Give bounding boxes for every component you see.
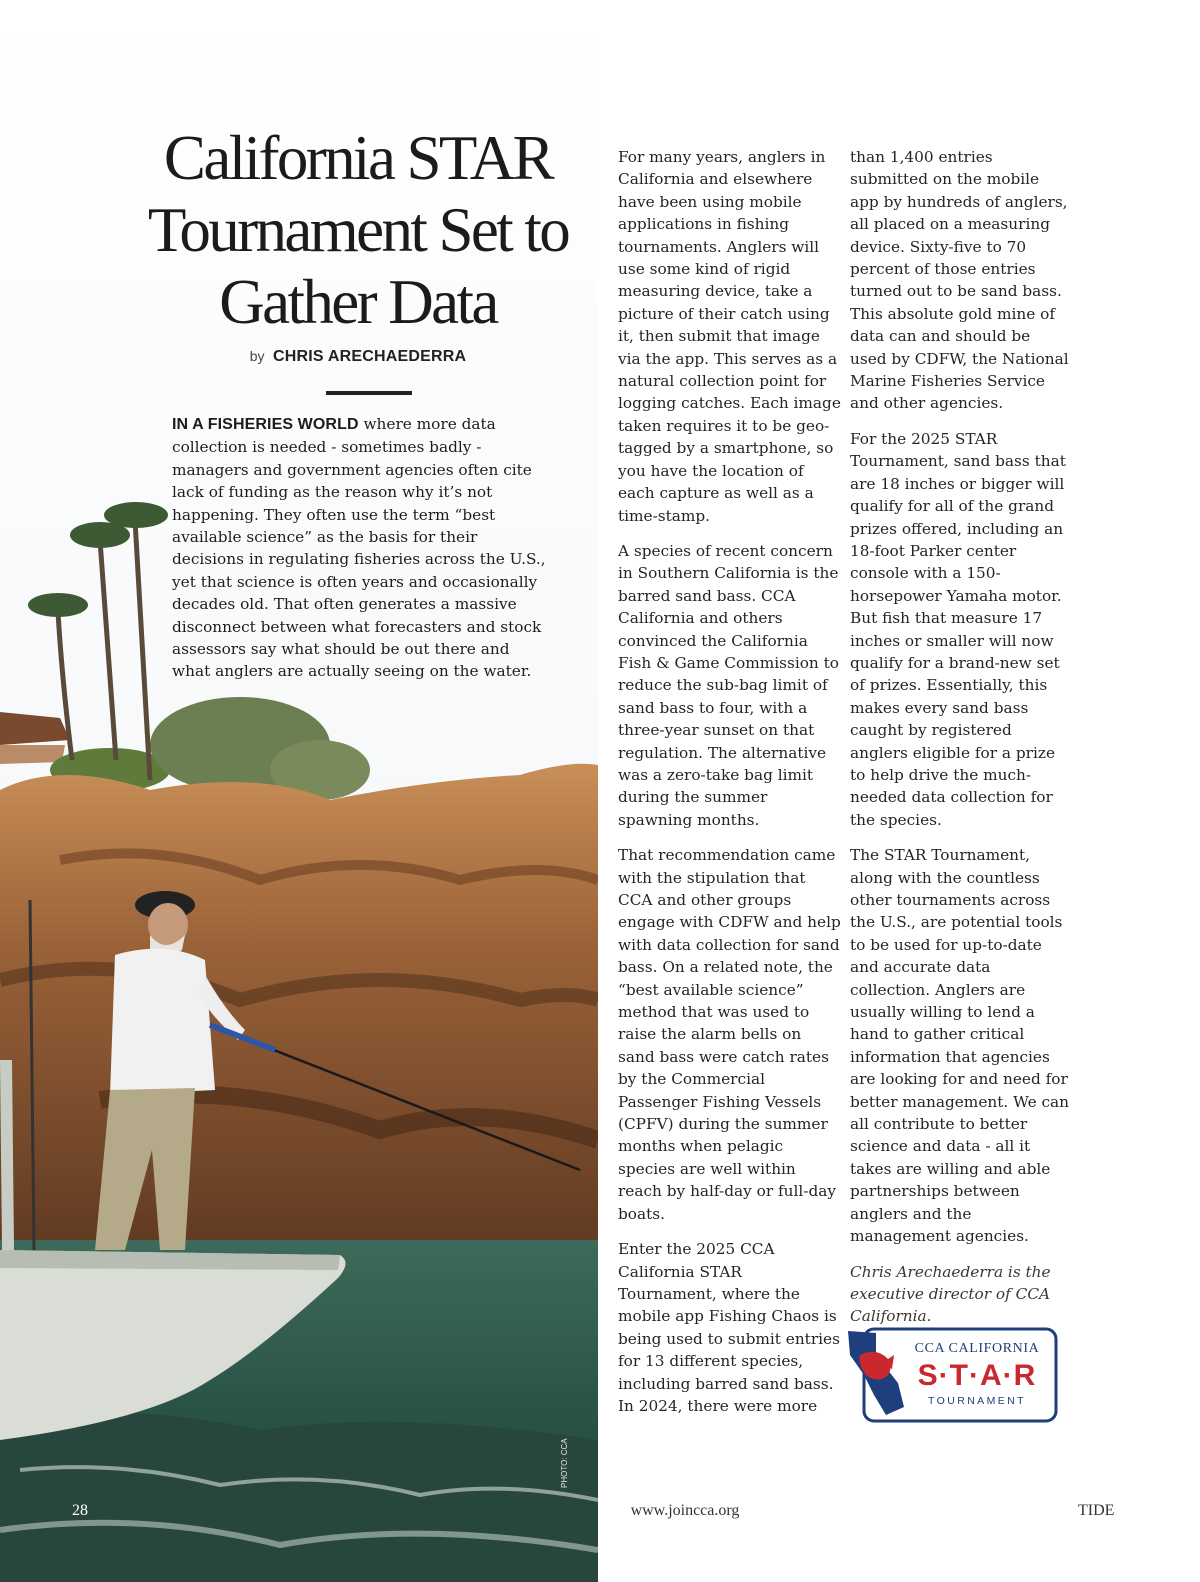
intro-paragraph bbox=[172, 413, 552, 683]
body-paragraph: The STAR Tournament, along with the countless other tournaments across the U.S., are potential tools to be used for up-to-date and accurate data collection. Anglers are usually willing to lend a hand to gather critical information that agencies are looking for and need for better management. We can all contribute to better science and data - all it takes are willing and able partnerships between anglers and the management agencies. bbox=[850, 846, 1070, 1246]
body-paragraph: Enter the 2025 CCA California STAR Tournament, where the mobile app Fishing Chaos is being used to submit entries for 13 different species, including barred sand bass. In 2024, there were more bbox=[618, 1240, 840, 1415]
byline bbox=[120, 348, 596, 366]
body-column-1 bbox=[618, 146, 842, 1430]
magazine-name: TIDE bbox=[1078, 1502, 1115, 1519]
body-paragraph: For the 2025 STAR Tournament, sand bass that are 18 inches or bigger will qualify for all of the grand prizes offered, including an 18-foot Parker center console with a 150-horsepower Yamaha motor. But fish that measure 17 inches or smaller will now qualify for a brand-new set of prizes. Essentially, this makes every sand bass caught by registered anglers eligible for a prize to help drive the much-needed data collection for the species. bbox=[850, 429, 1066, 829]
byline-prefix: by bbox=[249, 348, 265, 364]
article-headline: California STAR Tournament Set to Gather Data bbox=[147, 123, 569, 337]
author-name: CHRIS ARECHAEDERRA bbox=[273, 348, 467, 365]
photo-credit: PHOTO: CCA bbox=[560, 1438, 569, 1488]
body-paragraph: A species of recent concern in Southern California is the barred sand bass. CCA California and others convinced the California Fish & Game Commission to reduce the sub-bag limit of sand bass to four, with a three-year sunset on that regulation. The alternative was a zero-take bag limit during the summer spawning months. bbox=[618, 541, 839, 829]
intro-text: where more data collection is needed - sometimes badly - managers and government agencies often cite lack of funding as the reason why it’s not happening. They often use the term “best available science” as the basis for their decisions in regulating fisheries across the U.S., yet that science is often years and occasionally decades old. That often generates a massive disconnect between what forecasters and stock assessors say what should be out there and what anglers are actually seeing on the water. bbox=[172, 415, 546, 681]
author-credit: Chris Arechaederra is the executive director of CCA California. bbox=[850, 1262, 1051, 1326]
logo-line-1: CCA CALIFORNIA bbox=[914, 1341, 1040, 1356]
logo-star-wordmark: S·T·A·R bbox=[917, 1359, 1037, 1392]
body-paragraph: That recommendation came with the stipulation that CCA and other groups engage with CDFW and help with data collection for sand bass. On a related note, the “best available science” method that was used to raise the alarm bells on sand bass were catch rates by the Commercial Passenger Fishing Vessels (CPFV) during the summer months when pelagic species are well within reach by half-day or full-day boats. bbox=[618, 846, 841, 1223]
body-paragraph: For many years, anglers in California and elsewhere have been using mobile applications in fishing tournaments. Anglers will use some kind of rigid measuring device, take a picture of their catch using it, then submit that image via the app. This serves as a natural collection point for logging catches. Each image taken requires it to be geo-tagged by a smartphone, so you have the location of each capture as well as a time-stamp. bbox=[618, 148, 841, 525]
logo-line-2: TOURNAMENT bbox=[928, 1395, 1026, 1407]
intro-lead: IN A FISHERIES WORLD bbox=[172, 416, 359, 433]
website-url: www.joincca.org bbox=[630, 1502, 740, 1519]
body-column-2 bbox=[850, 146, 1070, 1341]
cca-star-tournament-logo bbox=[846, 1325, 1058, 1425]
page-number: 28 bbox=[72, 1502, 88, 1519]
headline-divider bbox=[326, 391, 412, 395]
body-paragraph: than 1,400 entries submitted on the mobile app by hundreds of anglers, all placed on a measuring device. Sixty-five to 70 percent of those entries turned out to be sand bass. This absolute gold mine of data can and should be used by CDFW, the National Marine Fisheries Service and other agencies. bbox=[850, 148, 1069, 413]
